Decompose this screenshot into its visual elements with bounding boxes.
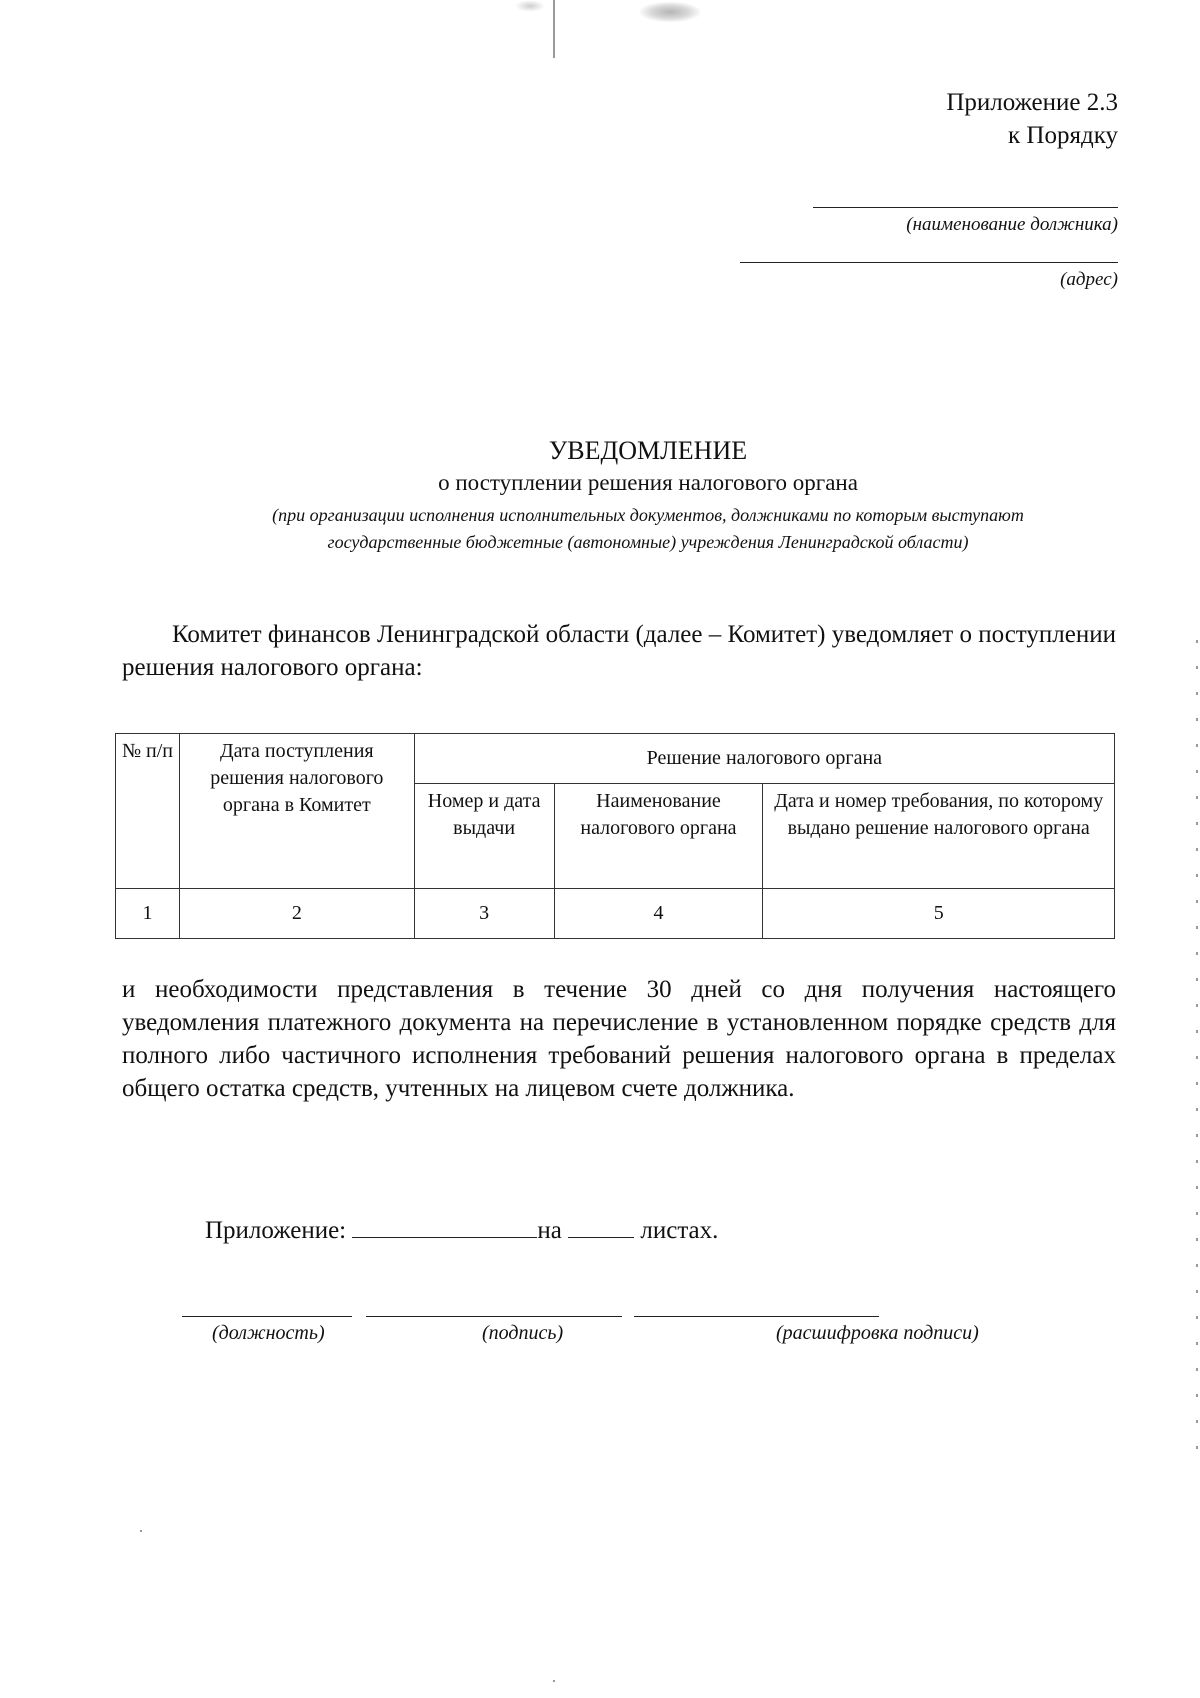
signature-caption: (подпись) (482, 1322, 564, 1344)
header-tax-decision: Решение налогового органа (414, 734, 1114, 784)
annex-sheets-label: листах. (640, 1217, 719, 1244)
appendix-reference (946, 86, 1118, 152)
document-title: УВЕДОМЛЕНИЕ (548, 436, 748, 465)
column-number: 1 (116, 889, 180, 939)
scan-artifact-blot (515, 0, 545, 12)
document-subtitle: о поступлении решения налогового органа (438, 470, 858, 495)
column-number: 5 (763, 889, 1115, 939)
column-number: 3 (414, 889, 554, 939)
annex-line (205, 1212, 718, 1245)
decoding-line (634, 1316, 879, 1317)
scan-speck (553, 1680, 555, 1682)
document-note (0, 502, 1200, 556)
debtor-name-line (813, 207, 1118, 208)
header-receipt-date: Дата поступления решения налогового органа в Комитет (179, 734, 414, 889)
decoding-caption: (расшифровка подписи) (776, 1322, 979, 1344)
scan-speck (140, 1530, 142, 1532)
header-number-date: Номер и дата выдачи (414, 784, 554, 889)
document-note-line: (при организации исполнения исполнительных документов, должниками по которым выступают (272, 505, 1024, 525)
appendix-number: Приложение 2.3 (946, 89, 1118, 116)
header-request-date-number: Дата и номер требования, по которому выдано решение налогового органа (763, 784, 1115, 889)
column-number: 4 (554, 889, 763, 939)
document-note-line: государственные бюджетные (автономные) учреждения Ленинградской области) (327, 532, 969, 552)
address-caption: (адрес) (1060, 269, 1118, 290)
annex-name-blank (352, 1212, 537, 1238)
scan-edge-dots (1196, 640, 1198, 1460)
intro-paragraph: Комитет финансов Ленинградской области (далее – Комитет) уведомляет о поступлении решения налогового органа: (122, 621, 1116, 681)
header-row-number: № п/п (116, 734, 180, 889)
body-paragraph: и необходимости представления в течение 30 дней со дня получения настоящего уведомления платежного документа на перечисление в установленном порядке средств для полного либо частичного исполнения требований решения налогового органа в пределах общего остатка средств, учтенных на лицевом счете должника. (122, 976, 1116, 1102)
address-field (740, 262, 1118, 291)
position-caption: (должность) (212, 1322, 325, 1344)
annex-sheets-blank (568, 1212, 634, 1238)
header-tax-authority-name: Наименование налогового органа (554, 784, 763, 889)
tax-decision-table (115, 733, 1115, 939)
debtor-name-caption: (наименование должника) (906, 214, 1118, 235)
column-number: 2 (179, 889, 414, 939)
address-line (740, 262, 1118, 263)
scan-artifact-blot (640, 2, 700, 22)
signature-line (366, 1316, 622, 1317)
annex-on-label: на (537, 1217, 562, 1244)
appendix-target: к Порядку (1008, 122, 1118, 149)
scan-artifact-line (553, 0, 555, 58)
position-line (182, 1316, 352, 1317)
annex-label: Приложение: (205, 1217, 347, 1244)
debtor-name-field (813, 207, 1118, 236)
